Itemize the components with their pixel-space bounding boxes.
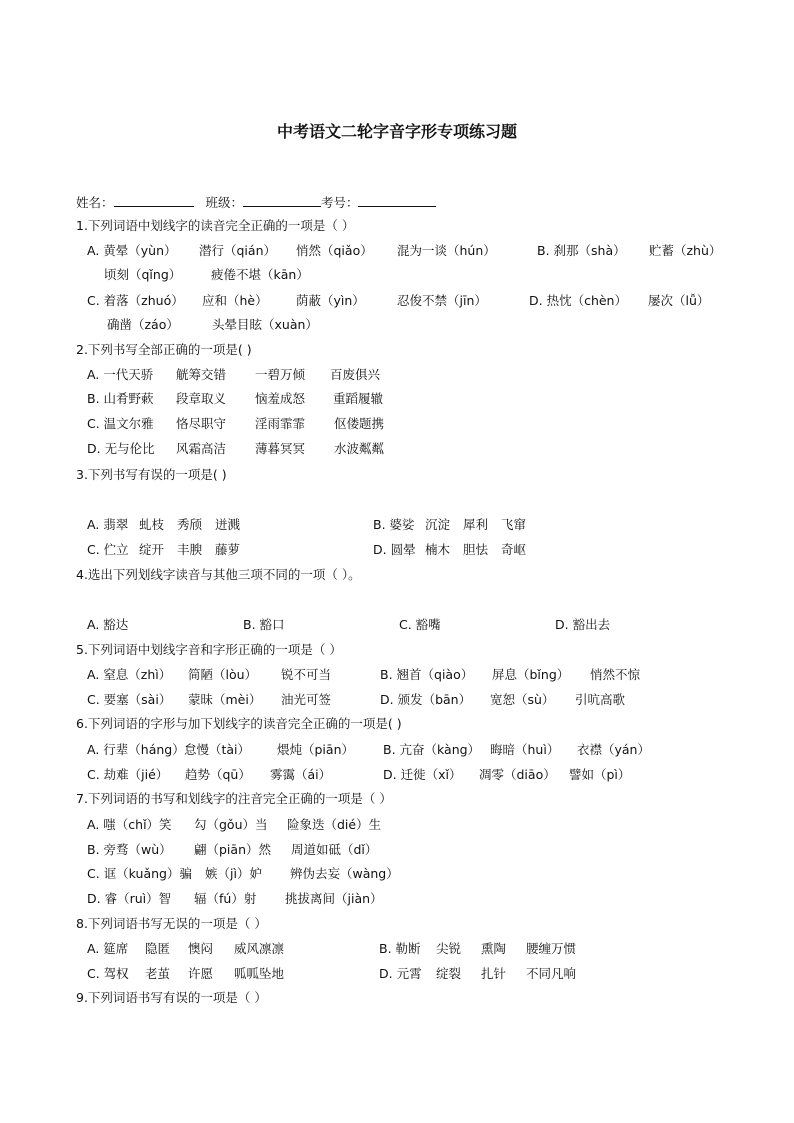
q5-b-2: 屏息（bǐng） [492, 667, 570, 682]
q3-b-3: 犀利 [463, 517, 489, 532]
q4-option-c: C. 豁嘴 [399, 617, 441, 632]
question-6-stem: 6.下列词语的字形与加下划线字的读音完全正确的一项是( ) [76, 716, 402, 731]
q8-d-4: 不同凡响 [526, 966, 577, 981]
q6-a-3: 煨炖（piān） [277, 742, 354, 757]
question-1-stem: 1.下列词语中划线字的读音完全正确的一项是（ ） [76, 218, 355, 233]
q1-option-d-2: 屡次（lǚ） [648, 293, 710, 308]
q4-option-b: B. 豁口 [243, 617, 285, 632]
q8-d-1: D. 元霄 [379, 966, 422, 981]
q6-d-3: 譬如（pì） [569, 767, 631, 782]
q2-b-3: 恼羞成怒 [255, 391, 306, 406]
q5-c-1: C. 要塞（sài） [87, 692, 172, 707]
q6-c-3: 雾霭（ái） [270, 767, 332, 782]
q1-option-d-4: 头晕目眩（xuàn） [212, 317, 318, 332]
question-4-stem: 4.选出下列划线字读音与其他三项不同的一项（ ）。 [76, 567, 361, 582]
q8-d-2: 绽裂 [436, 966, 462, 981]
question-5-stem: 5.下列词语中划线字音和字形正确的一项是（ ） [76, 642, 342, 657]
q8-c-2: 老茧 [145, 966, 171, 981]
q6-c-1: C. 劫难（jié） [87, 767, 169, 782]
q1-option-d-3: 确凿（záo） [107, 317, 179, 332]
q5-c-3: 油光可签 [281, 692, 332, 707]
q3-d-3: 胆怯 [463, 542, 489, 557]
q8-c-1: C. 驾权 [87, 966, 129, 981]
q7-c-1: C. 诓（kuǎng）骗 [87, 866, 192, 881]
q7-a-1: A. 嗤（chǐ）笑 [87, 817, 172, 832]
q8-c-3: 许愿 [188, 966, 214, 981]
q2-d-1: D. 无与伦比 [87, 441, 155, 456]
q2-c-1: C. 温文尔雅 [87, 416, 154, 431]
name-label: 姓名： [76, 195, 114, 210]
q2-b-4: 重蹈履辙 [333, 391, 384, 406]
q7-a-3: 险象迭（dié）生 [287, 817, 382, 832]
q3-c-3: 丰腴 [177, 542, 203, 557]
q8-b-2: 尖锐 [436, 941, 462, 956]
q8-a-2: 隐匿 [145, 941, 171, 956]
q5-b-3: 悄然不惊 [590, 667, 641, 682]
q6-a-2: 怠慢（tài） [184, 742, 251, 757]
q1-option-b-4: 疲倦不堪（kān） [211, 267, 309, 282]
class-label: 班级： [205, 195, 243, 210]
q1-option-c-2: 应和（hè） [202, 293, 268, 308]
q3-b-4: 飞窜 [501, 517, 527, 532]
q3-d-4: 奇岖 [501, 542, 527, 557]
q8-a-4: 威风凛凛 [234, 941, 285, 956]
q5-a-2: 简陋（lòu） [188, 667, 258, 682]
q2-d-2: 风霜高洁 [176, 441, 227, 456]
q3-c-1: C. 伫立 [87, 542, 129, 557]
q7-b-3: 周道如砥（dǐ） [291, 842, 378, 857]
exam-label: 考号： [320, 195, 359, 210]
q2-c-4: 伛偻题携 [334, 416, 385, 431]
q8-b-4: 腰缠万惯 [526, 941, 577, 956]
q6-b-1: B. 亢奋（kàng） [383, 742, 481, 757]
q8-d-3: 扎针 [481, 966, 507, 981]
q3-c-4: 藤萝 [215, 542, 241, 557]
q5-a-3: 锐不可当 [281, 667, 332, 682]
q4-option-d: D. 豁出去 [555, 617, 611, 632]
q5-d-1: D. 颁发（bān） [380, 692, 472, 707]
q3-d-1: D. 圆晕 [373, 542, 416, 557]
q8-b-3: 熏陶 [481, 941, 507, 956]
q1-option-b-1: B. 刹那（shà） [537, 243, 626, 258]
q7-d-3: 挑拔离间（jiàn） [285, 891, 383, 906]
exam-blank[interactable] [358, 193, 436, 207]
q2-b-2: 段章取义 [176, 391, 227, 406]
q4-option-a: A. 豁达 [87, 617, 129, 632]
class-blank[interactable] [243, 193, 321, 207]
q6-c-2: 趋势（qū） [185, 767, 251, 782]
q7-b-1: B. 旁骛（wù） [87, 842, 172, 857]
q1-option-d-1: D. 热忱（chèn） [529, 293, 627, 308]
q1-option-c-4: 忍俊不禁（jīn） [397, 293, 487, 308]
q5-a-1: A. 窒息（zhì） [87, 667, 172, 682]
q3-a-1: A. 翡翠 [87, 517, 129, 532]
q3-b-2: 沉淀 [425, 517, 451, 532]
q2-a-4: 百废俱兴 [330, 367, 381, 382]
q3-a-3: 秀颀 [177, 517, 203, 532]
question-7-stem: 7.下列词语的书写和划线字的注音完全正确的一项是（ ） [76, 791, 392, 806]
q3-a-4: 迸溅 [215, 517, 241, 532]
q7-c-2: 嫉（jì）妒 [205, 866, 262, 881]
question-3-stem: 3.下列书写有误的一项是( ) [76, 467, 227, 482]
name-blank[interactable] [114, 193, 194, 207]
q8-b-1: B. 勒断 [379, 941, 421, 956]
q5-d-3: 引吭高歌 [575, 692, 626, 707]
q2-d-3: 薄暮冥冥 [255, 441, 306, 456]
q1-option-a-1: A. 黄晕（yùn） [87, 243, 177, 258]
q1-option-b-2: 贮蓄（zhù） [649, 243, 722, 258]
q1-option-a-4: 混为一谈（hún） [397, 243, 496, 258]
q3-a-2: 虬枝 [139, 517, 165, 532]
q7-c-3: 辨伪去妄（wàng） [290, 866, 399, 881]
q5-b-1: B. 翘首（qiào） [380, 667, 474, 682]
header-fields [76, 193, 436, 211]
q2-c-2: 恪尽职守 [176, 416, 227, 431]
q8-c-4: 呱呱坠地 [234, 966, 285, 981]
q2-a-1: A. 一代天骄 [87, 367, 154, 382]
q7-b-2: 翩（piān）然 [194, 842, 271, 857]
q3-b-1: B. 婆娑 [373, 517, 415, 532]
q7-d-2: 辐（fú）射 [194, 891, 257, 906]
q3-d-2: 楠木 [425, 542, 451, 557]
q7-a-2: 勾（gǒu）当 [194, 817, 268, 832]
q6-a-1: A. 行辈（háng） [87, 742, 185, 757]
q2-a-2: 觥筹交错 [176, 367, 227, 382]
q6-d-1: D. 迁徙（xǐ） [383, 767, 462, 782]
q5-c-2: 蒙昧（mèi） [188, 692, 262, 707]
q6-d-2: 凋零（diāo） [479, 767, 556, 782]
q5-d-2: 宽恕（sù） [490, 692, 555, 707]
q1-option-a-2: 潜行（qián） [199, 243, 276, 258]
q8-a-3: 懊闷 [188, 941, 214, 956]
q7-d-1: D. 睿（ruì）智 [87, 891, 172, 906]
q2-c-3: 淫雨霏霏 [255, 416, 306, 431]
q1-option-c-1: C. 着落（zhuó） [87, 293, 184, 308]
question-9-stem: 9.下列词语书写有误的一项是（ ） [76, 990, 267, 1005]
q6-b-3: 衣襟（yán） [577, 742, 650, 757]
q1-option-c-3: 荫蔽（yìn） [296, 293, 365, 308]
q2-d-4: 水波粼粼 [334, 441, 385, 456]
q6-b-2: 晦暗（huì） [490, 742, 560, 757]
page-title: 中考语文二轮字音字形专项练习题 [276, 122, 517, 141]
question-2-stem: 2.下列书写全部正确的一项是( ) [76, 342, 252, 357]
question-8-stem: 8.下列词语书写无误的一项是（ ） [76, 916, 267, 931]
q1-option-b-3: 顷刻（qǐng） [104, 267, 182, 282]
q2-a-3: 一碧万倾 [255, 367, 306, 382]
q3-c-2: 绽开 [139, 542, 165, 557]
q8-a-1: A. 筵席 [87, 941, 129, 956]
q2-b-1: B. 山肴野蔌 [87, 391, 154, 406]
q1-option-a-3: 悄然（qiǎo） [296, 243, 373, 258]
